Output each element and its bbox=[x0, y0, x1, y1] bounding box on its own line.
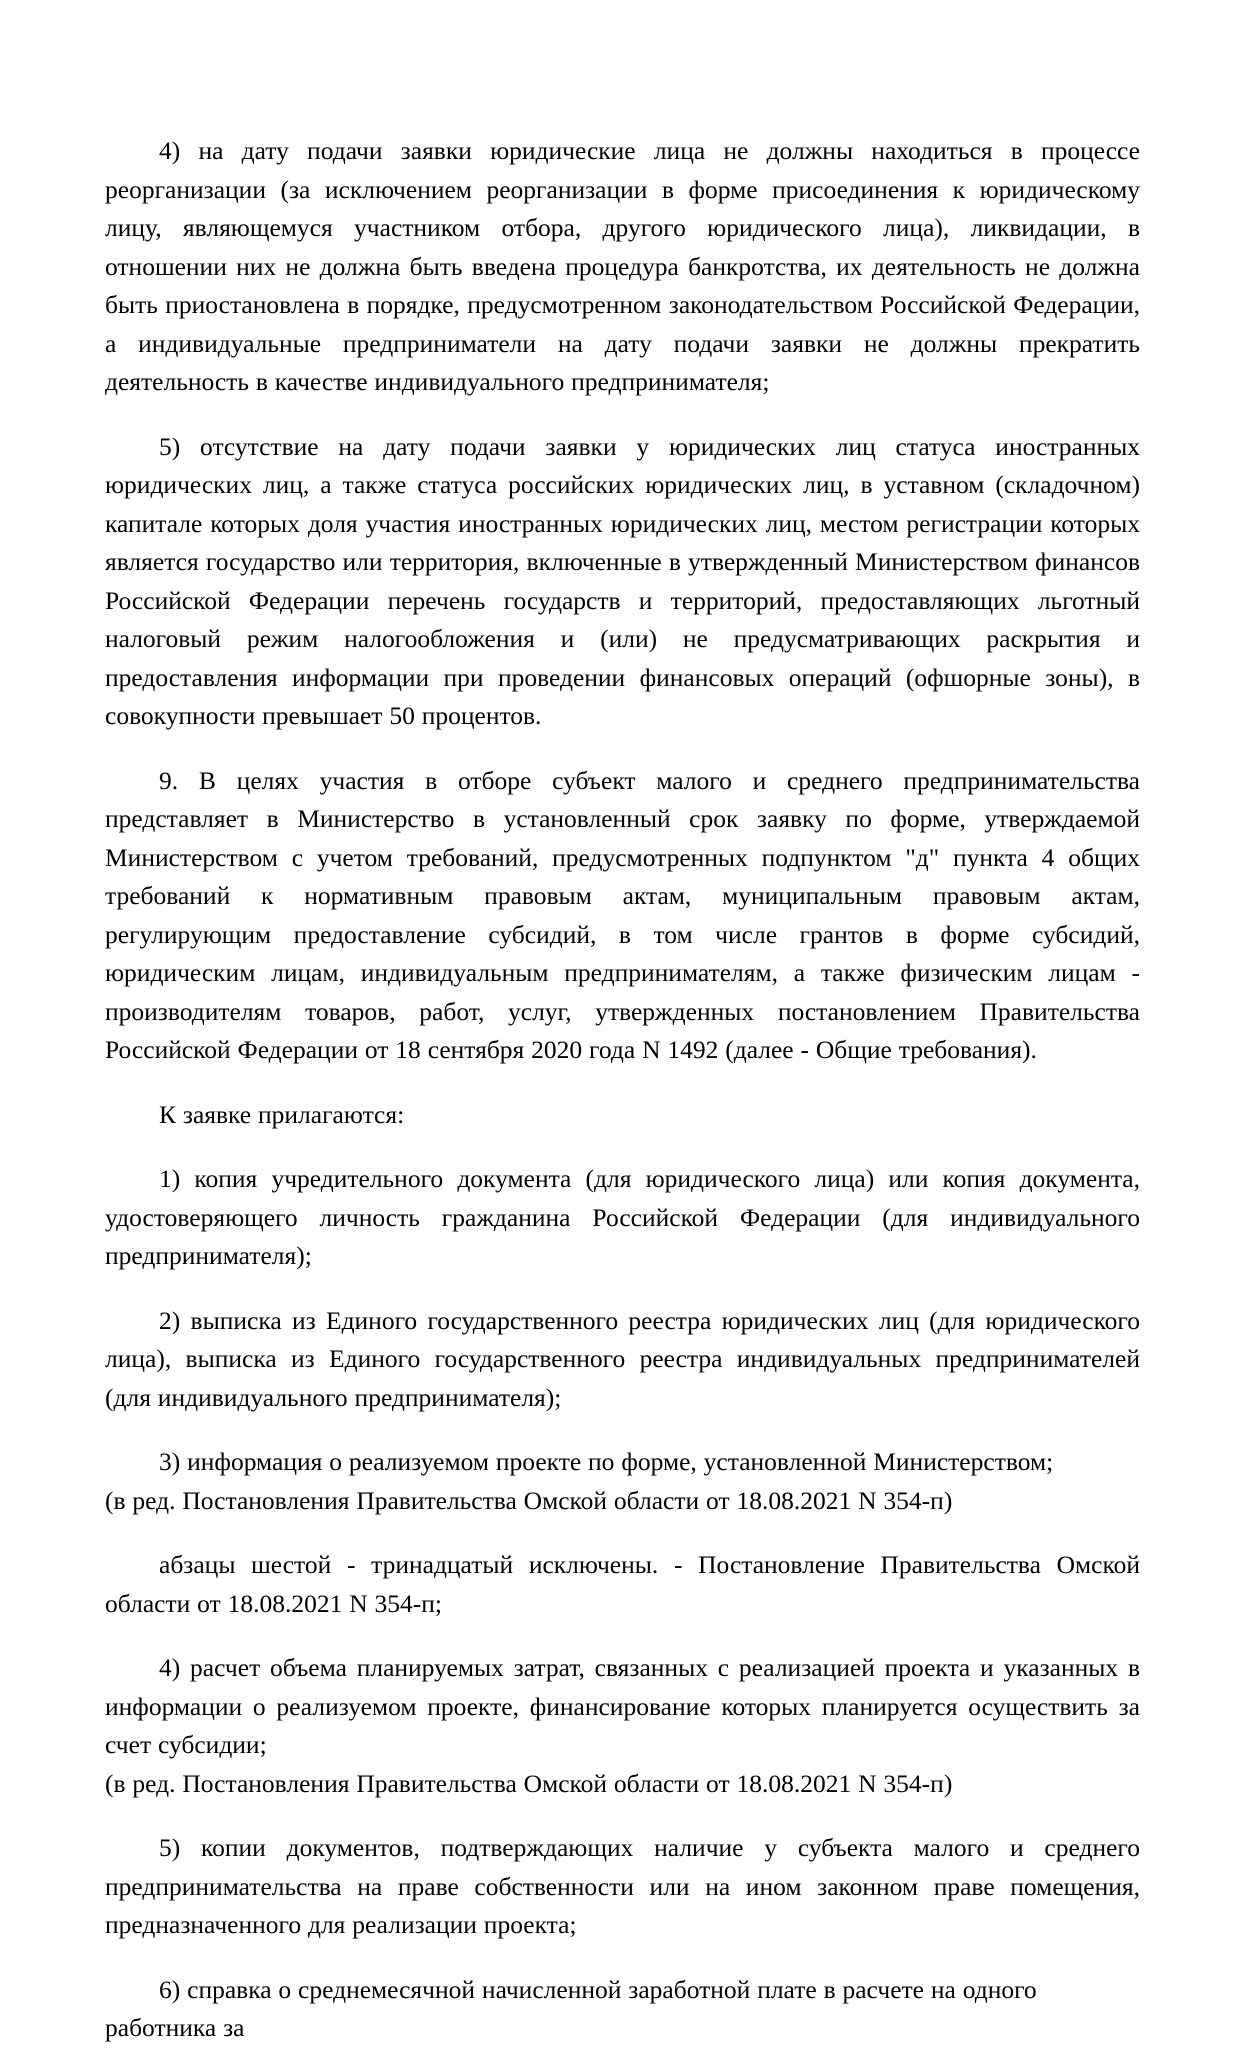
paragraph-item-5-foreign-status: 5) отсутствие на дату подачи заявки у юридических лиц статуса иностранных юридических лиц, а также статуса российских юридических лиц, в уставном (складочном) капитале которых доля участия иностранных юридических лиц, местом регистрации которых является государство или территория, включенные в утвержденный Министерством финансов Российской Федерации перечень государств и территорий, предоставляющих льготный налоговый режим налогообложения и (или) не предусматривающих раскрытия и предоставления информации при проведении финансовых операций (офшорные зоны), в совокупности превышает 50 процентов. bbox=[105, 431, 1140, 730]
paragraph-attachment-4-cost-calculation: 4) расчет объема планируемых затрат, связанных с реализацией проекта и указанных в информации о реализуемом проекте, финансирование которых планируется осуществить за счет субсидии; bbox=[105, 1653, 1140, 1759]
paragraph-attachment-3-project-info: 3) информация о реализуемом проекте по форме, установленной Министерством; bbox=[159, 1447, 1054, 1476]
paragraph-attachment-6-salary-certificate: 6) справка о среднемесячной начисленной заработной плате в расчете на одного работника за bbox=[105, 1974, 1037, 2042]
paragraph-item-4-reorganization: 4) на дату подачи заявки юридические лица не должны находиться в процессе реорганизации (за исключением реорганизации в форме присоединения к юридическому лицу, являющемуся участником отбора, другого юридического лица), ликвидации, в отношении них не должна быть введена процедура банкротства, их деятельность не должна быть приостановлена в порядке, предусмотренном законодательством Российской Федерации, а индивидуальные предприниматели на дату подачи заявки не должны прекратить деятельность в качестве индивидуального предпринимателя; bbox=[105, 136, 1140, 396]
paragraph-amendment-note-1: (в ред. Постановления Правительства Омской области от 18.08.2021 N 354-п) bbox=[105, 1485, 953, 1515]
paragraph-amendment-note-2: (в ред. Постановления Правительства Омской области от 18.08.2021 N 354-п) bbox=[105, 1768, 953, 1798]
paragraph-attachment-2-registry-extract: 2) выписка из Единого государственного реестра юридических лиц (для юридического лица), выписка из Единого государственного реестра индивидуальных предпринимателей (для индивидуального предпринимателя); bbox=[105, 1305, 1140, 1412]
paragraph-attachments-heading: К заявке прилагаются: bbox=[159, 1099, 405, 1129]
paragraph-attachment-1-founding-document: 1) копия учредительного документа (для юридического лица) или копия документа, удостоверяющего личность гражданина Российской Федерации (для индивидуального предпринимателя); bbox=[105, 1164, 1140, 1270]
paragraph-attachment-5-property-documents: 5) копии документов, подтверждающих наличие у субъекта малого и среднего предпринимательства на праве собственности или на ином законном праве помещения, предназначенного для реализации проекта; bbox=[105, 1833, 1140, 1939]
paragraph-excluded-paragraphs-note: абзацы шестой - тринадцатый исключены. - Постановление Правительства Омской области от 18.08.2021 N 354-п; bbox=[105, 1550, 1140, 1618]
document-text-column bbox=[105, 132, 1140, 2048]
paragraph-clause-9-application: 9. В целях участия в отборе субъект малого и среднего предпринимательства представляет в Министерство в установленный срок заявку по форме, утверждаемой Министерством с учетом требований, предусмотренных подпунктом "д" пункта 4 общих требований к нормативным правовым актам, муниципальным правовым актам, регулирующим предоставление субсидий, в том числе грантов в форме субсидий, юридическим лицам, индивидуальным предпринимателям, а также физическим лицам - производителям товаров, работ, услуг, утвержденных постановлением Правительства Российской Федерации от 18 сентября 2020 года N 1492 (далее - Общие требования). bbox=[105, 765, 1140, 1064]
